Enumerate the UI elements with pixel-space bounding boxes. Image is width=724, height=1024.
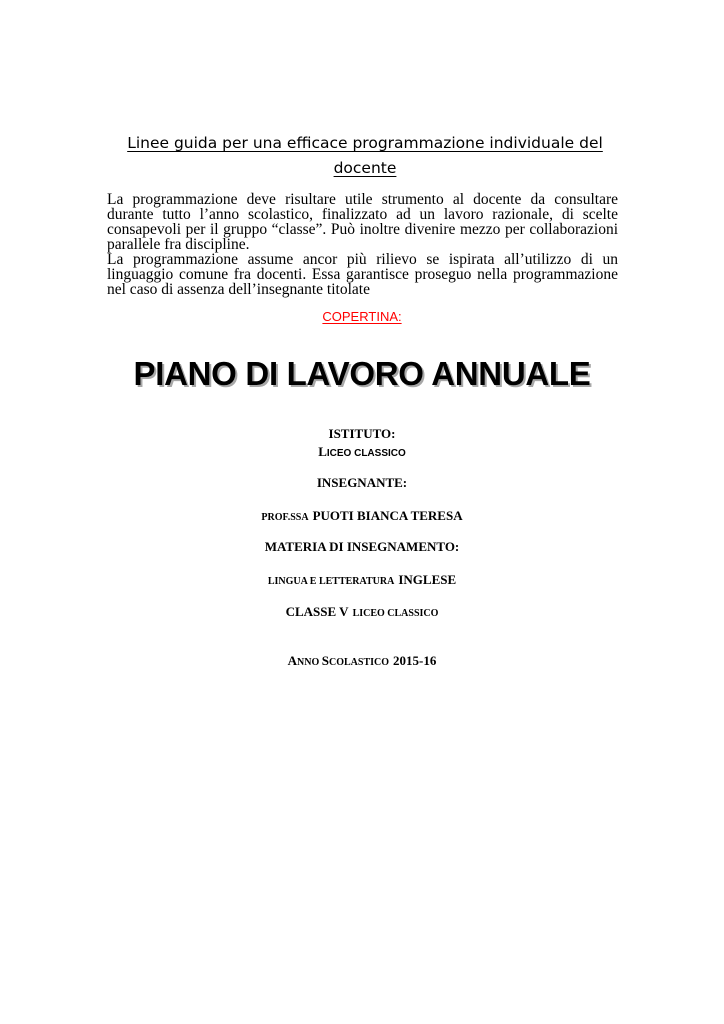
materia-label: MATERIA DI INSEGNAMENTO: [264, 539, 460, 554]
teacher-name: PUOTI BIANCA TERESA [312, 508, 463, 523]
anno-rest: COLASTICO [329, 657, 390, 668]
teacher-prefix: PROF.SSA [261, 512, 309, 523]
anno-initial: A [287, 653, 298, 668]
istituto-value [0, 443, 724, 461]
intro-paragraph-1: La programmazione deve risultare utile strumento al docente da consultare durante tutto l’anno scolastico, finalizzato ad un lavoro razionale, di scelte consapevoli per il gruppo “classe”. Può inoltre divenire mezzo per collaborazioni parallele fra discipline. [107, 191, 618, 253]
insegnante-label: INSEGNANTE: [316, 475, 408, 490]
anno-initial2: S [321, 653, 329, 668]
istituto-rest: ICEO CLASSICO [326, 448, 406, 459]
guidelines-heading-line1: Linee guida per una efficace programmazione individuale del [127, 134, 603, 152]
main-title: PIANO DI LAVORO ANNUALE [133, 355, 591, 392]
classe-main: CLASSE V [285, 604, 349, 619]
materia-value [0, 571, 724, 589]
anno-year: 2015-16 [393, 653, 437, 668]
istituto-label: ISTITUTO: [328, 426, 396, 441]
materia-prefix: LINGUA E LETTERATURA [267, 576, 395, 587]
guidelines-heading [100, 131, 630, 181]
anno-scolastico [0, 652, 724, 670]
intro-paragraph-2: La programmazione assume ancor più rilievo se ispirata all’utilizzo di un linguaggio comune fra docenti. Essa garantisce proseguo nella programmazione nel caso di assenza dell’insegnante titolate [107, 251, 618, 298]
anno-mid: NNO [297, 657, 322, 668]
teacher-value [0, 507, 724, 525]
classe-value [0, 603, 724, 621]
guidelines-heading-line2: docente [333, 159, 397, 177]
materia-name: INGLESE [398, 572, 457, 587]
intro-text [107, 192, 618, 297]
classe-suffix: LICEO CLASSICO [352, 608, 439, 619]
copertina-label: COPERTINA: [322, 309, 402, 324]
istituto-initial: L [318, 444, 327, 459]
